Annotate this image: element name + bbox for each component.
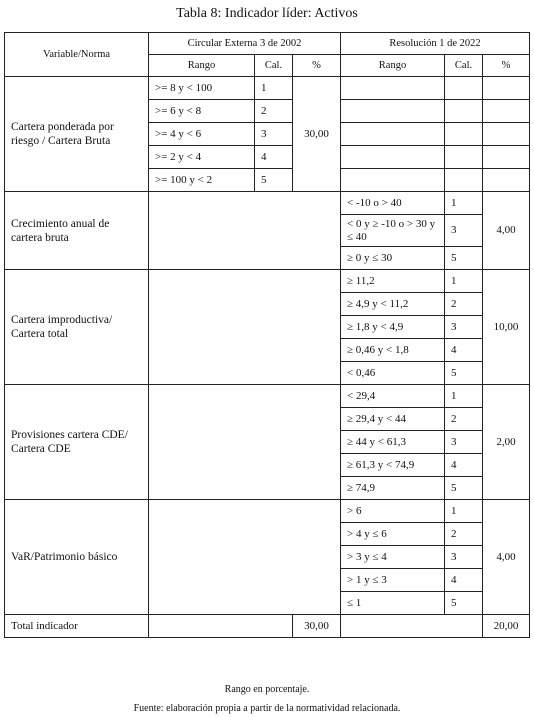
header-circular-rango: Rango xyxy=(149,55,255,77)
total-resolucion-empty xyxy=(341,615,483,638)
resolucion-cal-cell: 5 xyxy=(445,362,483,385)
resolucion-cal-cell xyxy=(445,100,483,123)
total-circular-empty xyxy=(149,615,293,638)
table-row xyxy=(5,500,530,523)
resolucion-rango-cell xyxy=(341,100,445,123)
header-circular-pct: % xyxy=(293,55,341,77)
resolucion-rango-cell xyxy=(341,169,445,192)
circular-cal-cell: 4 xyxy=(255,146,293,169)
resolucion-cal-cell xyxy=(445,169,483,192)
total-row xyxy=(5,615,530,638)
variable-cell: Provisiones cartera CDE/ Cartera CDE xyxy=(5,385,149,500)
resolucion-rango-cell: < 0 y ≥ -10 o > 30 y ≤ 40 xyxy=(341,215,445,247)
circular-cal-cell: 2 xyxy=(255,100,293,123)
resolucion-cal-cell: 1 xyxy=(445,270,483,293)
resolucion-rango-cell: > 4 y ≤ 6 xyxy=(341,523,445,546)
header-resolucion: Resolución 1 de 2022 xyxy=(341,33,530,55)
table-title: Tabla 8: Indicador líder: Activos xyxy=(176,6,358,21)
circular-empty-cell xyxy=(149,192,341,270)
resolucion-cal-cell: 5 xyxy=(445,477,483,500)
resolucion-rango-cell: ≥ 44 y < 61,3 xyxy=(341,431,445,454)
resolucion-cal-cell: 1 xyxy=(445,192,483,215)
source-note: Fuente: elaboración propia a partir de la normatividad relacionada. xyxy=(133,703,401,714)
resolucion-rango-cell: ≥ 1,8 y < 4,9 xyxy=(341,316,445,339)
resolucion-pct-cell xyxy=(483,100,530,123)
header-resolucion-pct: % xyxy=(483,55,530,77)
resolucion-pct-cell xyxy=(483,146,530,169)
resolucion-cal-cell: 3 xyxy=(445,431,483,454)
resolucion-rango-cell: > 3 y ≤ 4 xyxy=(341,546,445,569)
circular-rango-cell: >= 6 y < 8 xyxy=(149,100,255,123)
circular-empty-cell xyxy=(149,500,341,615)
resolucion-rango-cell: ≥ 61,3 y < 74,9 xyxy=(341,454,445,477)
resolucion-rango-cell: ≥ 29,4 y < 44 xyxy=(341,408,445,431)
resolucion-cal-cell: 1 xyxy=(445,500,483,523)
resolucion-rango-cell: ≤ 1 xyxy=(341,592,445,615)
circular-cal-cell: 3 xyxy=(255,123,293,146)
resolucion-rango-cell: > 6 xyxy=(341,500,445,523)
circular-rango-cell: >= 2 y < 4 xyxy=(149,146,255,169)
variable-cell: Crecimiento anual de cartera bruta xyxy=(5,192,149,270)
circular-cal-cell: 1 xyxy=(255,77,293,100)
variable-cell: VaR/Patrimonio básico xyxy=(5,500,149,615)
resolucion-pct-cell xyxy=(483,169,530,192)
resolucion-cal-cell: 4 xyxy=(445,339,483,362)
resolucion-pct-cell: 2,00 xyxy=(483,385,530,500)
circular-cal-cell: 5 xyxy=(255,169,293,192)
resolucion-rango-cell: ≥ 74,9 xyxy=(341,477,445,500)
resolucion-pct-cell xyxy=(483,123,530,146)
resolucion-cal-cell: 5 xyxy=(445,592,483,615)
resolucion-cal-cell: 3 xyxy=(445,316,483,339)
header-variable: Variable/Norma xyxy=(5,33,149,77)
total-label: Total indicador xyxy=(5,615,149,638)
circular-empty-cell xyxy=(149,270,341,385)
resolucion-cal-cell xyxy=(445,123,483,146)
resolucion-rango-cell: ≥ 4,9 y < 11,2 xyxy=(341,293,445,316)
resolucion-pct-cell: 4,00 xyxy=(483,500,530,615)
total-resolucion-pct: 20,00 xyxy=(483,615,530,638)
resolucion-rango-cell: ≥ 0,46 y < 1,8 xyxy=(341,339,445,362)
total-circular-pct: 30,00 xyxy=(293,615,341,638)
resolucion-rango-cell xyxy=(341,146,445,169)
header-resolucion-cal: Cal. xyxy=(445,55,483,77)
resolucion-rango-cell xyxy=(341,77,445,100)
resolucion-pct-cell xyxy=(483,77,530,100)
resolucion-pct-cell: 4,00 xyxy=(483,192,530,270)
circular-rango-cell: >= 8 y < 100 xyxy=(149,77,255,100)
circular-rango-cell: >= 4 y < 6 xyxy=(149,123,255,146)
circular-empty-cell xyxy=(149,385,341,500)
resolucion-cal-cell: 4 xyxy=(445,454,483,477)
circular-pct-cell: 30,00 xyxy=(293,77,341,192)
indicator-table xyxy=(4,32,530,638)
resolucion-cal-cell xyxy=(445,77,483,100)
resolucion-cal-cell: 5 xyxy=(445,247,483,270)
resolucion-rango-cell: < 0,46 xyxy=(341,362,445,385)
header-circular: Circular Externa 3 de 2002 xyxy=(149,33,341,55)
variable-cell: Cartera ponderada por riesgo / Cartera Bruta xyxy=(5,77,149,192)
variable-cell: Cartera improductiva/ Cartera total xyxy=(5,270,149,385)
resolucion-cal-cell: 1 xyxy=(445,385,483,408)
resolucion-rango-cell: ≥ 0 y ≤ 30 xyxy=(341,247,445,270)
range-note: Rango en porcentaje. xyxy=(224,684,310,695)
resolucion-cal-cell: 3 xyxy=(445,215,483,247)
table-row xyxy=(5,385,530,408)
table-row xyxy=(5,192,530,215)
resolucion-cal-cell: 2 xyxy=(445,408,483,431)
resolucion-pct-cell: 10,00 xyxy=(483,270,530,385)
resolucion-cal-cell: 4 xyxy=(445,569,483,592)
resolucion-cal-cell: 2 xyxy=(445,293,483,316)
resolucion-cal-cell: 3 xyxy=(445,546,483,569)
resolucion-rango-cell: > 1 y ≤ 3 xyxy=(341,569,445,592)
table-row xyxy=(5,77,530,100)
resolucion-rango-cell: < 29,4 xyxy=(341,385,445,408)
resolucion-rango-cell: ≥ 11,2 xyxy=(341,270,445,293)
resolucion-cal-cell xyxy=(445,146,483,169)
header-circular-cal: Cal. xyxy=(255,55,293,77)
resolucion-rango-cell xyxy=(341,123,445,146)
resolucion-rango-cell: < -10 o > 40 xyxy=(341,192,445,215)
table-row xyxy=(5,270,530,293)
circular-rango-cell: >= 100 y < 2 xyxy=(149,169,255,192)
resolucion-cal-cell: 2 xyxy=(445,523,483,546)
header-resolucion-rango: Rango xyxy=(341,55,445,77)
